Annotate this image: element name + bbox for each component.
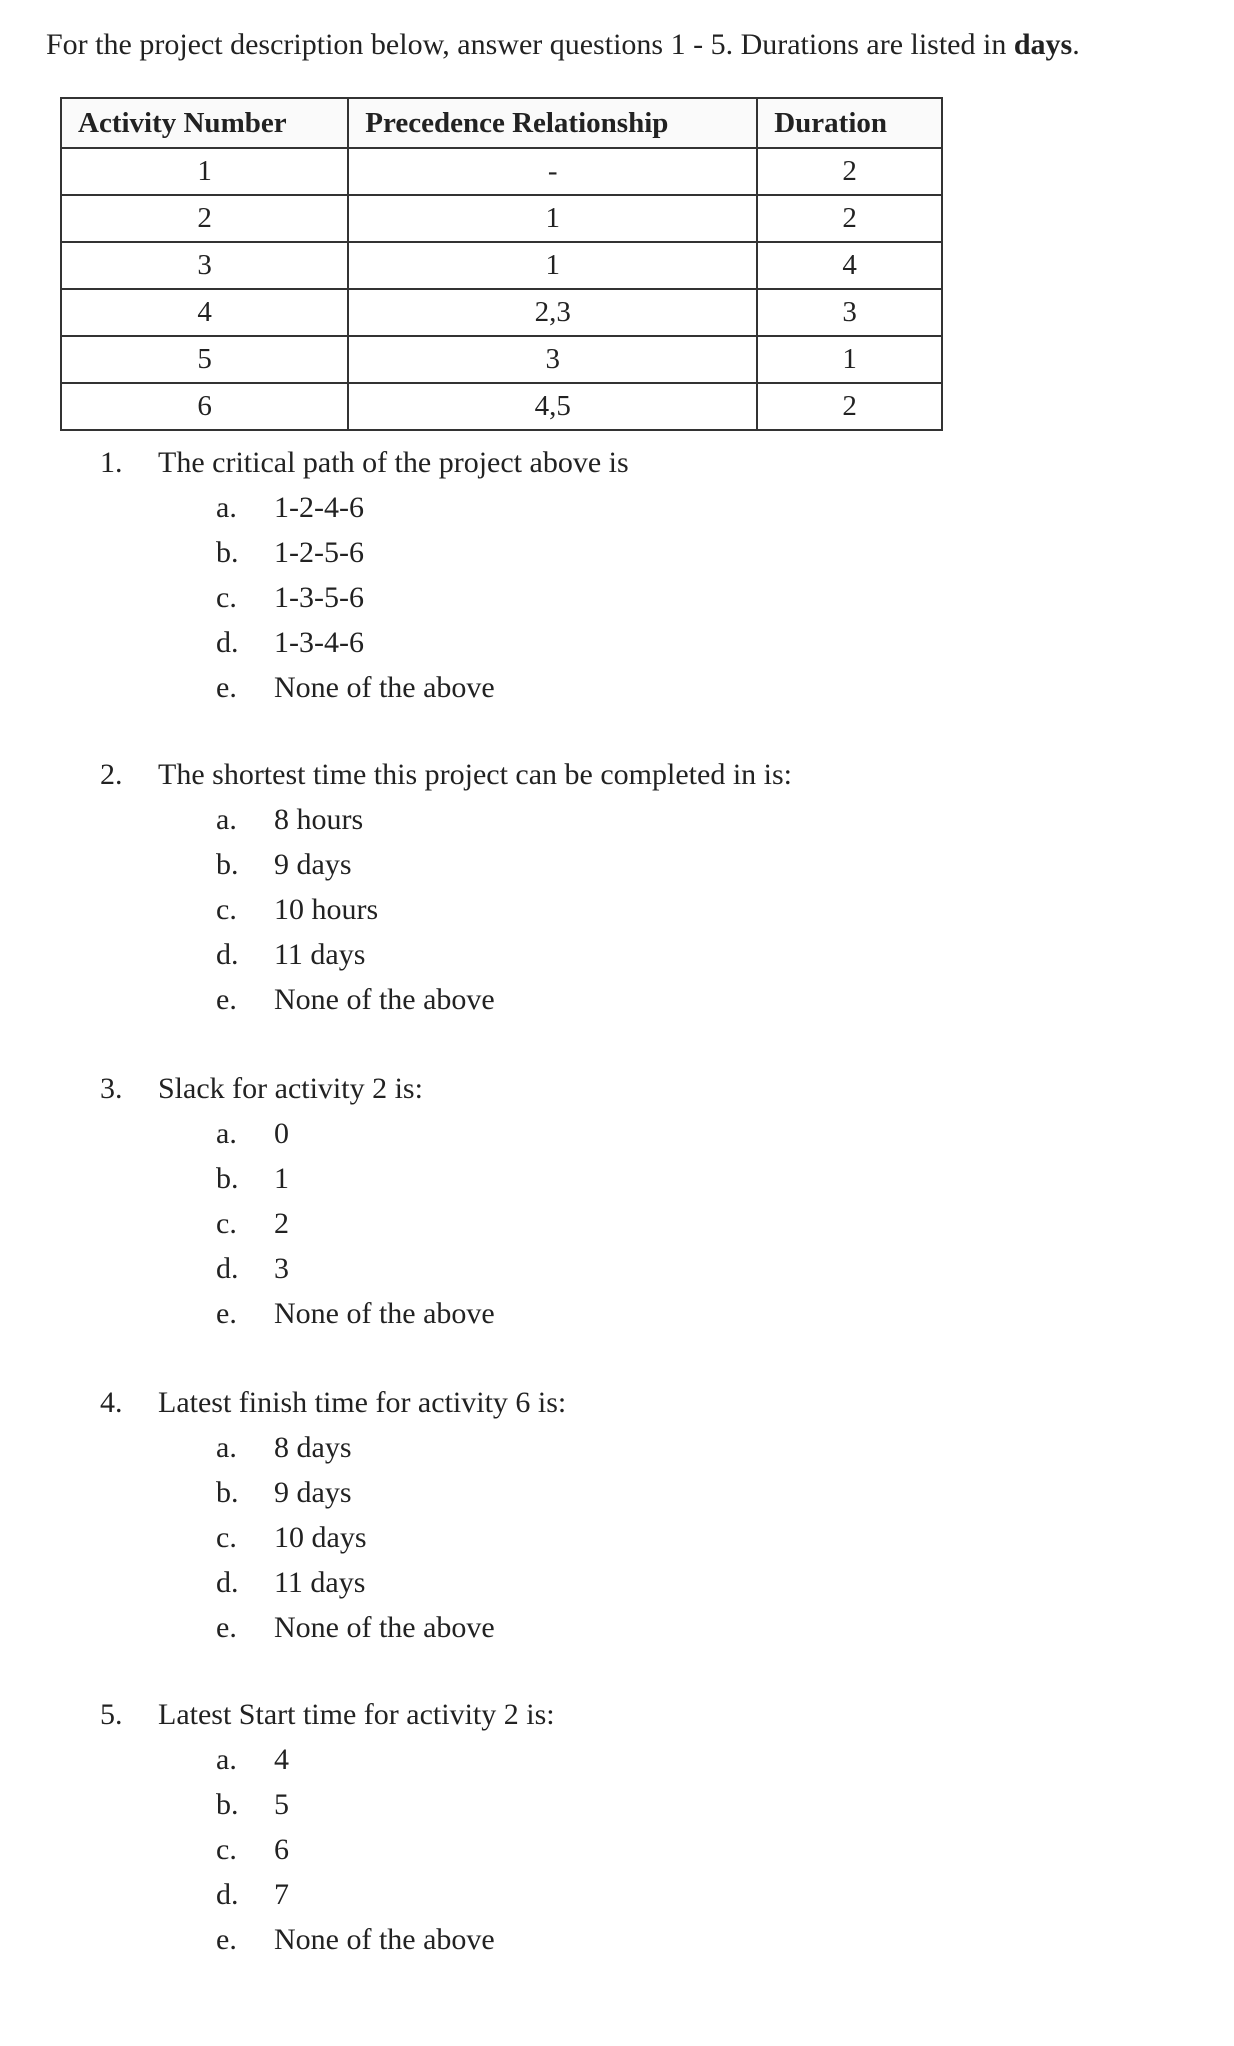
- question-2: [100, 752, 792, 1022]
- cell-activity: 6: [61, 383, 348, 430]
- option-a[interactable]: [216, 485, 629, 530]
- option-text: 5: [274, 1787, 289, 1821]
- instructions-bold-word: days: [1013, 28, 1073, 61]
- option-b[interactable]: [216, 530, 629, 575]
- option-d[interactable]: [216, 1560, 566, 1605]
- option-letter: a.: [216, 1742, 237, 1776]
- option-d[interactable]: [216, 1872, 555, 1917]
- option-c[interactable]: [216, 575, 629, 620]
- question-text: Latest Start time for activity 2 is:: [158, 1697, 555, 1731]
- option-text: 6: [274, 1832, 289, 1866]
- cell-duration: 1: [757, 336, 942, 383]
- option-letter: d.: [216, 625, 239, 659]
- option-letter: b.: [216, 1161, 239, 1195]
- question-4: [100, 1380, 566, 1650]
- cell-precedence: 2,3: [348, 289, 757, 336]
- option-letter: d.: [216, 1565, 239, 1599]
- option-text: 10 hours: [274, 892, 379, 926]
- table-row: [61, 336, 942, 383]
- cell-duration: 3: [757, 289, 942, 336]
- option-letter: a.: [216, 490, 237, 524]
- option-b[interactable]: [216, 842, 792, 887]
- option-text: 9 days: [274, 847, 352, 881]
- option-text: 8 days: [274, 1430, 352, 1464]
- option-e[interactable]: [216, 665, 629, 710]
- option-text: 1-2-5-6: [274, 535, 364, 569]
- option-text: None of the above: [274, 1922, 495, 1956]
- question-number: 1.: [100, 445, 123, 479]
- option-c[interactable]: [216, 1827, 555, 1872]
- option-text: 11 days: [274, 1565, 366, 1599]
- option-b[interactable]: [216, 1156, 495, 1201]
- option-letter: c.: [216, 1206, 237, 1240]
- option-letter: a.: [216, 1430, 237, 1464]
- cell-precedence: 1: [348, 195, 757, 242]
- option-e[interactable]: [216, 977, 792, 1022]
- question-3: [100, 1066, 495, 1336]
- option-c[interactable]: [216, 887, 792, 932]
- question-stem: [100, 752, 792, 797]
- option-text: 7: [274, 1877, 289, 1911]
- option-letter: b.: [216, 847, 239, 881]
- option-text: 8 hours: [274, 802, 364, 836]
- option-c[interactable]: [216, 1515, 566, 1560]
- option-e[interactable]: [216, 1291, 495, 1336]
- question-number: 5.: [100, 1697, 123, 1731]
- table-row: [61, 383, 942, 430]
- option-text: None of the above: [274, 1296, 495, 1330]
- instructions-text: For the project description below, answer questions 1 - 5. Durations are listed in: [46, 28, 1014, 61]
- header-duration: Duration: [757, 98, 942, 148]
- option-text: 1-3-5-6: [274, 580, 364, 614]
- question-text: Slack for activity 2 is:: [158, 1071, 423, 1105]
- option-a[interactable]: [216, 1111, 495, 1156]
- table-row: [61, 195, 942, 242]
- cell-precedence: -: [348, 148, 757, 195]
- option-text: 10 days: [274, 1520, 367, 1554]
- cell-activity: 3: [61, 242, 348, 289]
- question-stem: [100, 440, 629, 485]
- option-text: 2: [274, 1206, 289, 1240]
- table-header-row: [61, 98, 942, 148]
- cell-duration: 4: [757, 242, 942, 289]
- option-list: [100, 1425, 566, 1650]
- option-d[interactable]: [216, 932, 792, 977]
- header-precedence: Precedence Relationship: [348, 98, 757, 148]
- instructions: [46, 28, 1080, 62]
- option-e[interactable]: [216, 1917, 555, 1962]
- option-letter: e.: [216, 670, 237, 704]
- option-letter: e.: [216, 1610, 237, 1644]
- table-row: [61, 148, 942, 195]
- option-text: 9 days: [274, 1475, 352, 1509]
- cell-activity: 5: [61, 336, 348, 383]
- option-d[interactable]: [216, 620, 629, 665]
- question-number: 3.: [100, 1071, 123, 1105]
- option-letter: d.: [216, 937, 239, 971]
- cell-activity: 1: [61, 148, 348, 195]
- table-row: [61, 289, 942, 336]
- option-text: 1-3-4-6: [274, 625, 364, 659]
- option-text: 1-2-4-6: [274, 490, 364, 524]
- option-list: [100, 1111, 495, 1336]
- cell-duration: 2: [757, 148, 942, 195]
- option-letter: b.: [216, 1787, 239, 1821]
- option-d[interactable]: [216, 1246, 495, 1291]
- option-list: [100, 1737, 555, 1962]
- question-stem: [100, 1380, 566, 1425]
- option-letter: e.: [216, 982, 237, 1016]
- question-number: 4.: [100, 1385, 123, 1419]
- option-letter: e.: [216, 1922, 237, 1956]
- option-text: 0: [274, 1116, 289, 1150]
- option-list: [100, 485, 629, 710]
- option-a[interactable]: [216, 1425, 566, 1470]
- option-a[interactable]: [216, 1737, 555, 1782]
- question-5: [100, 1692, 555, 1962]
- cell-activity: 2: [61, 195, 348, 242]
- question-number: 2.: [100, 757, 123, 791]
- option-letter: e.: [216, 1296, 237, 1330]
- option-letter: b.: [216, 1475, 239, 1509]
- option-text: None of the above: [274, 1610, 495, 1644]
- question-stem: [100, 1066, 495, 1111]
- option-b[interactable]: [216, 1470, 566, 1515]
- option-letter: a.: [216, 1116, 237, 1150]
- option-letter: d.: [216, 1877, 239, 1911]
- option-a[interactable]: [216, 797, 792, 842]
- option-c[interactable]: [216, 1201, 495, 1246]
- option-e[interactable]: [216, 1605, 566, 1650]
- option-letter: c.: [216, 892, 237, 926]
- option-text: 1: [274, 1161, 289, 1195]
- question-text: The critical path of the project above is: [158, 445, 629, 479]
- question-stem: [100, 1692, 555, 1737]
- cell-duration: 2: [757, 195, 942, 242]
- cell-activity: 4: [61, 289, 348, 336]
- option-text: None of the above: [274, 982, 495, 1016]
- cell-precedence: 3: [348, 336, 757, 383]
- option-list: [100, 797, 792, 1022]
- option-text: 11 days: [274, 937, 366, 971]
- instructions-end: .: [1072, 28, 1080, 61]
- option-text: None of the above: [274, 670, 495, 704]
- question-1: [100, 440, 629, 710]
- option-letter: b.: [216, 535, 239, 569]
- cell-duration: 2: [757, 383, 942, 430]
- option-letter: c.: [216, 580, 237, 614]
- option-text: 3: [274, 1251, 289, 1285]
- cell-precedence: 4,5: [348, 383, 757, 430]
- option-letter: d.: [216, 1251, 239, 1285]
- question-text: Latest finish time for activity 6 is:: [158, 1385, 567, 1419]
- table-row: [61, 242, 942, 289]
- option-text: 4: [274, 1742, 289, 1776]
- question-text: The shortest time this project can be completed in is:: [158, 757, 792, 791]
- header-activity-number: Activity Number: [61, 98, 348, 148]
- option-letter: a.: [216, 802, 237, 836]
- option-b[interactable]: [216, 1782, 555, 1827]
- cell-precedence: 1: [348, 242, 757, 289]
- option-letter: c.: [216, 1832, 237, 1866]
- activity-table: [60, 97, 943, 431]
- option-letter: c.: [216, 1520, 237, 1554]
